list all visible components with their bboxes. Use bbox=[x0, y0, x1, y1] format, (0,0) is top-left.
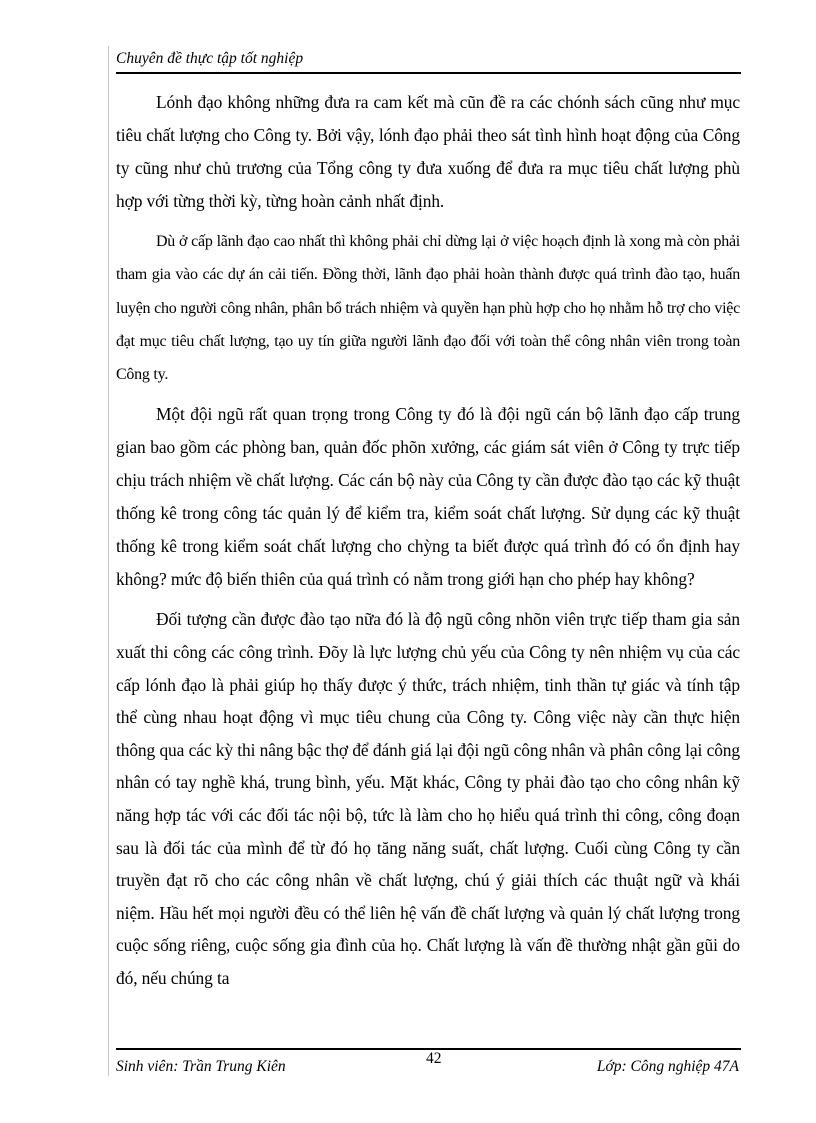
page-margin-line bbox=[108, 46, 109, 1076]
paragraph-workforce-training: Đối tượng cần được đào tạo nữa đó là độ ngũ công nhõn viên trực tiếp tham gia sản xuất thi công các công trình. Đõy là lực lượng chủ yếu của Công ty nên nhiệm vụ của các cấp lónh đạo là phải giúp họ thấy được ý thức, trách nhiệm, tinh thần tự giác và tính tập thể cùng nhau hoạt động vì mục tiêu chung của Công ty. Công việc này cần thực hiện thông qua các kỳ thi nâng bậc thợ để đánh giá lại đội ngũ công nhân và phân công lại công nhân có tay nghề khá, trung bình, yếu. Mặt khác, Công ty phải đào tạo cho công nhân kỹ năng hợp tác với các đối tác nội bộ, tức là làm cho họ hiểu quá trình thi công, công đoạn sau là đối tác của mình để từ đó họ tăng năng suất, chất lượng. Cuối cùng Công ty cần truyền đạt rõ cho các công nhân về chất lượng, chú ý giải thích các thuật ngữ và khái niệm. Hầu hết mọi người đều có thể liên hệ vấn đề chất lượng và quản lý chất lượng trong cuộc sống riêng, cuộc sống gia đình của họ. Chất lượng là vấn đề thường nhật gần gũi do đó, nếu chúng ta bbox=[116, 609, 740, 988]
paragraph-top-leadership: Dù ở cấp lãnh đạo cao nhất thì không phải chỉ dừng lại ở việc hoạch định là xong mà còn phải tham gia vào các dự án cải tiến. Đồng thời, lãnh đạo phải hoàn thành được quá trình đào tạo, huấn luyện cho người công nhân, phân bổ trách nhiệm và quyền hạn phù hợp cho họ nhằm hỗ trợ cho việc đạt mục tiêu chất lượng, tạo uy tín giữa người lãnh đạo đối với toàn thể công nhân viên trong toàn Công ty. bbox=[116, 233, 740, 383]
paragraph-leadership-commitment: Lónh đạo không những đưa ra cam kết mà cũn đề ra các chónh sách cũng như mục tiêu chất lượng cho Công ty. Bởi vậy, lónh đạo phải theo sát tình hình hoạt động của Công ty cũng như chủ trương của Tổng công ty đưa xuống để đưa ra mục tiêu chất lượng phù hợp với từng thời kỳ, từng hoàn cảnh nhất định. bbox=[116, 92, 740, 212]
page-header bbox=[116, 48, 741, 74]
paragraph-middle-management: Một đội ngũ rất quan trọng trong Công ty đó là đội ngũ cán bộ lãnh đạo cấp trung gian bao gồm các phòng ban, quản đốc phõn xưởng, các giám sát viên ở Công ty trực tiếp chịu trách nhiệm về chất lượng. Các cán bộ này của Công ty cần được đào tạo các kỹ thuật thống kê trong công tác quản lý để kiểm tra, kiểm soát chất lượng. Sử dụng các kỹ thuật thống kê trong kiểm soát chất lượng cho chỳng ta biết được quá trình đó có ổn định hay không? mức độ biến thiên của quá trình có nằm trong giới hạn cho phép hay không? bbox=[116, 403, 740, 590]
footer-class-label: Lớp: Công nghiệp 47A bbox=[596, 1058, 739, 1075]
page-number: 42 bbox=[426, 1050, 442, 1067]
page-footer bbox=[116, 1048, 741, 1080]
header-title: Chuyên đề thực tập tốt nghiệp bbox=[116, 50, 304, 67]
document-body bbox=[116, 86, 740, 1002]
footer-student-name: Sinh viên: Trần Trung Kiên bbox=[116, 1058, 286, 1075]
